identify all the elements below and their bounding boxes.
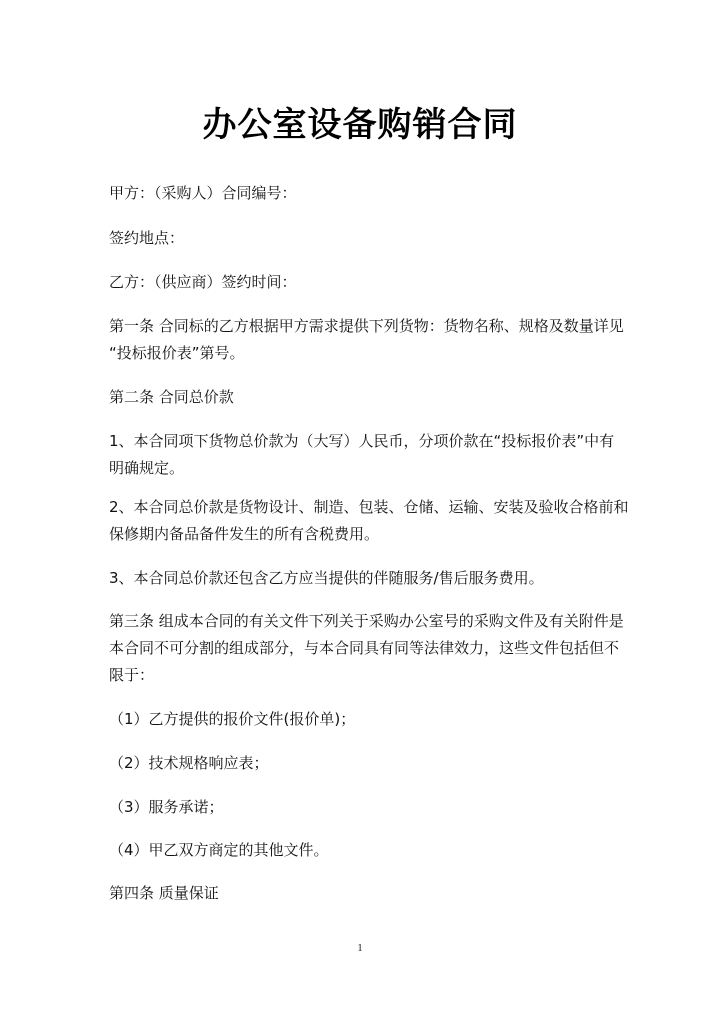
clause-2-1-line-1: 1、本合同项下货物总价款为（大写）人民币，分项价款在“投标报价表”中有 — [109, 432, 615, 450]
list-item-2: （2）技术规格响应表； — [109, 754, 269, 772]
article-3-line-1: 第三条 组成本合同的有关文件下列关于采购办公室号的采购文件及有关附件是 — [109, 612, 624, 630]
document-title: 办公室设备购销合同 — [202, 105, 518, 145]
article-1-line-1: 第一条 合同标的乙方根据甲方需求提供下列货物：货物名称、规格及数量详见 — [109, 317, 624, 335]
list-item-1: （1）乙方提供的报价文件(报价单)； — [109, 710, 356, 728]
article-3-line-2: 本合同不可分割的组成部分，与本合同具有同等法律效力，这些文件包括但不 — [109, 639, 620, 657]
party-b-line: 乙方：（供应商）签约时间： — [109, 273, 297, 291]
list-item-4: （4）甲乙双方商定的其他文件。 — [109, 841, 329, 859]
clause-2-3-line: 3、本合同总价款还包含乙方应当提供的伴随服务/售后服务费用。 — [109, 569, 544, 587]
article-3-line-3: 限于： — [109, 666, 155, 684]
article-1-line-2: “投标报价表”第号。 — [109, 344, 245, 362]
page-number: 1 — [357, 942, 363, 954]
party-a-line: 甲方：（采购人）合同编号： — [109, 184, 297, 202]
clause-2-2-line-2: 保修期内备品备件发生的所有含税费用。 — [109, 525, 380, 543]
list-item-3: （3）服务承诺； — [109, 798, 224, 816]
clause-2-2-line-1: 2、本合同总价款是货物设计、制造、包装、仓储、运输、安装及验收合格前和 — [109, 498, 629, 516]
article-2-heading: 第二条 合同总价款 — [109, 388, 234, 406]
signing-place-line: 签约地点： — [109, 229, 185, 247]
article-4-heading: 第四条 质量保证 — [109, 884, 219, 902]
clause-2-1-line-2: 明确规定。 — [109, 459, 185, 477]
